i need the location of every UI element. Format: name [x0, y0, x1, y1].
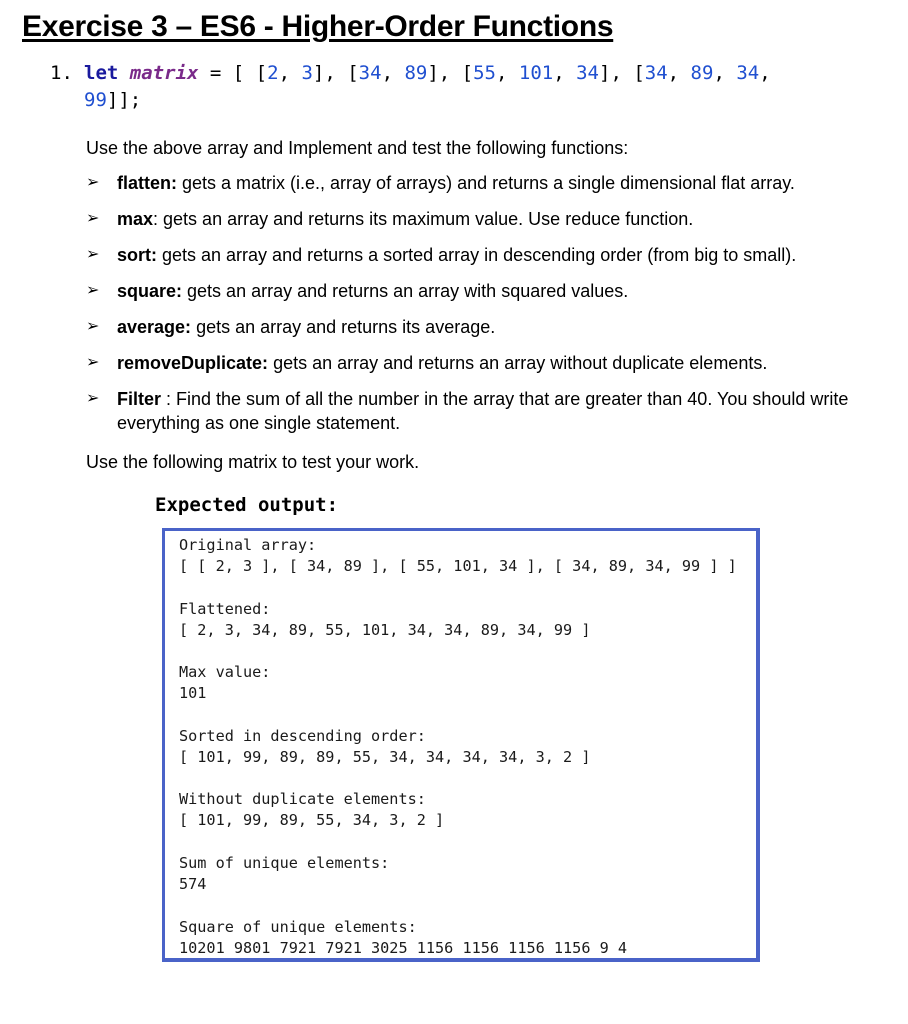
- output-value: [ [ 2, 3 ], [ 34, 89 ], [ 55, 101, 34 ], [ 34, 89, 34, 99 ] ]: [179, 557, 737, 575]
- bullet-term: flatten:: [117, 173, 177, 193]
- output-label: Sum of unique elements:: [179, 853, 390, 872]
- bullet-text: gets an array and returns a sorted array in descending order (from big to small).: [157, 245, 797, 265]
- code-number: 101: [518, 62, 554, 84]
- code-variable: matrix: [129, 62, 199, 84]
- function-list: [86, 171, 866, 447]
- arrow-bullet-icon: ➢: [86, 390, 100, 407]
- bullet-text: gets an array and returns an array with squared values.: [182, 281, 629, 301]
- bullet-term: Filter: [117, 389, 162, 409]
- code-number: 3: [301, 62, 313, 84]
- code-operator: =: [209, 62, 222, 84]
- bullet-term: removeDuplicate:: [117, 353, 269, 373]
- output-label: Original array:: [179, 536, 317, 554]
- code-snippet: [50, 60, 810, 114]
- output-value: [ 101, 99, 89, 89, 55, 34, 34, 34, 34, 3, 2 ]: [179, 747, 591, 766]
- list-item: [86, 243, 866, 267]
- list-item: [86, 351, 866, 375]
- bullet-text: : gets an array and returns its maximum value. Use reduce function.: [153, 209, 694, 229]
- arrow-bullet-icon: ➢: [86, 174, 100, 191]
- arrow-bullet-icon: ➢: [86, 318, 100, 335]
- output-value: [ 2, 3, 34, 89, 55, 101, 34, 34, 89, 34, 99 ]: [179, 620, 591, 639]
- outro-text: Use the following matrix to test your work.: [86, 452, 420, 472]
- code-number: 89: [404, 62, 428, 84]
- output-label: Max value:: [179, 663, 271, 682]
- code-number: 55: [473, 62, 496, 84]
- output-label: Square of unique elements:: [179, 917, 417, 936]
- code-number: 99: [84, 89, 107, 111]
- output-value: 10201 9801 7921 7921 3025 1156 1156 1156 1156 9 4: [179, 938, 628, 957]
- output-value: 101: [179, 684, 207, 703]
- code-number: 34: [576, 62, 599, 84]
- output-label: Without duplicate elements:: [179, 790, 426, 809]
- output-value: 574: [179, 874, 207, 893]
- code-number: 2: [267, 62, 279, 84]
- code-line-1: 1. let matrix = [ [2, 3], [34, 89], [55, 101, 34], [34, 89, 34,: [50, 60, 810, 87]
- list-item: [86, 279, 866, 303]
- code-number: 34: [736, 62, 760, 84]
- code-keyword: let: [84, 62, 119, 84]
- arrow-bullet-icon: ➢: [86, 210, 100, 227]
- output-label: Flattened:: [179, 599, 271, 618]
- list-item: [86, 315, 866, 339]
- list-item: [86, 387, 866, 435]
- bullet-text: gets a matrix (i.e., array of arrays) and returns a single dimensional flat array.: [177, 173, 795, 193]
- bullet-text: gets an array and returns an array without duplicate elements.: [268, 353, 768, 373]
- expected-output-label: Expected output:: [155, 494, 339, 516]
- code-number: 34: [358, 62, 382, 84]
- bullet-text: : Find the sum of all the number in the array that are greater than 40. You should write everything as one single statement.: [117, 389, 849, 433]
- intro-text: Use the above array and Implement and test the following functions:: [86, 138, 629, 158]
- code-line-2: 99]];: [84, 89, 142, 111]
- bullet-term: average:: [117, 317, 192, 337]
- list-item: [86, 171, 866, 195]
- arrow-bullet-icon: ➢: [86, 354, 100, 371]
- arrow-bullet-icon: ➢: [86, 282, 100, 299]
- expected-output-box: [162, 528, 760, 962]
- output-label: Sorted in descending order:: [179, 726, 426, 745]
- list-item: [86, 207, 866, 231]
- bullet-text: gets an array and returns its average.: [191, 317, 496, 337]
- bullet-term: square:: [117, 281, 183, 301]
- arrow-bullet-icon: ➢: [86, 246, 100, 263]
- output-value: [ 101, 99, 89, 55, 34, 3, 2 ]: [179, 811, 445, 830]
- bullet-term: max: [117, 209, 154, 229]
- bullet-term: sort:: [117, 245, 157, 265]
- list-number: 1.: [50, 62, 73, 84]
- code-number: 34: [644, 62, 668, 84]
- page-title: Exercise 3 – ES6 - Higher-Order Functions: [22, 10, 614, 43]
- code-number: 89: [690, 62, 714, 84]
